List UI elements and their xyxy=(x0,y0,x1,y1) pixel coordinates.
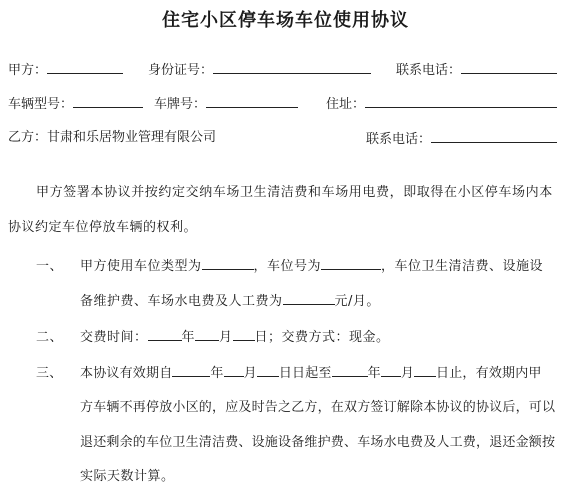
address-field[interactable] xyxy=(365,95,557,108)
party-b-phone-label: 联系电话： xyxy=(366,132,432,147)
vehicle-model-field[interactable] xyxy=(73,95,143,108)
party-b-name: 甘肃和乐居物业管理有限公司 xyxy=(47,130,217,145)
document-title: 住宅小区停车场车位使用协议 xyxy=(162,10,409,31)
parking-type-field[interactable] xyxy=(202,257,254,270)
address-label: 住址： xyxy=(326,97,366,112)
payment-day-field[interactable] xyxy=(233,328,255,341)
clause-3-line-4: 实际天数计算。 xyxy=(80,469,175,484)
intro-line-1: 甲方签署本协议并按约定交纳车场卫生清洁费和车场用电费，即取得在小区停车场内本 xyxy=(36,185,553,200)
start-year-field[interactable] xyxy=(172,364,210,377)
id-number-field[interactable] xyxy=(213,61,371,74)
clause-3-year-2: 年 xyxy=(367,366,381,381)
clause-3-line-3: 退还剩余的车位卫生清洁费、设施设备维护费、车场水电费及人工费，退还金额按 xyxy=(80,435,556,450)
party-a-phone-row xyxy=(396,61,557,79)
end-month-field[interactable] xyxy=(381,364,401,377)
clause-2-day: 日；交费方式：现金。 xyxy=(254,330,390,345)
party-a-phone-field[interactable] xyxy=(461,61,557,74)
party-a-row xyxy=(8,61,123,79)
clause-2-month: 月 xyxy=(219,330,233,345)
payment-month-field[interactable] xyxy=(195,328,219,341)
party-a-name-field[interactable] xyxy=(47,61,123,74)
payment-year-field[interactable] xyxy=(148,328,182,341)
clause-1-text-d: 备维护费、车场水电费及人工费为 xyxy=(80,294,283,309)
clause-1-text-c: ，车位卫生清洁费、设施设 xyxy=(381,259,544,274)
vehicle-model-row xyxy=(8,95,143,113)
plate-number-label: 车牌号： xyxy=(154,97,207,112)
space-number-field[interactable] xyxy=(321,257,381,270)
clause-1-text-e: 元/月。 xyxy=(334,294,380,309)
party-a-label: 甲方： xyxy=(8,63,48,78)
address-row xyxy=(326,95,557,113)
clause-3-text-c: 日止，有效期内甲 xyxy=(436,366,542,381)
plate-number-field[interactable] xyxy=(206,95,298,108)
clause-2-year: 年 xyxy=(181,330,196,345)
party-b-phone-field[interactable] xyxy=(431,130,557,143)
clause-3-text-a: 本协议有效期自 xyxy=(80,366,173,381)
end-day-field[interactable] xyxy=(414,364,436,377)
clause-3-number: 三、 xyxy=(36,366,63,381)
clause-2-line xyxy=(36,328,390,346)
clause-3-year-1: 年 xyxy=(210,366,224,381)
id-number-row xyxy=(148,61,371,79)
clause-2-number: 二、 xyxy=(36,330,64,345)
intro-line-2: 协议约定车位停放车辆的权利。 xyxy=(8,220,198,235)
clause-1-text-a: 甲方使用车位类型为 xyxy=(80,259,202,274)
clause-3-month-2: 月 xyxy=(400,366,415,381)
party-b-row xyxy=(8,130,216,146)
clause-1-line-2 xyxy=(80,292,380,310)
clause-1-line-1 xyxy=(36,257,543,275)
clause-3-month-1: 月 xyxy=(243,366,257,381)
party-a-phone-label: 联系电话： xyxy=(396,63,462,78)
end-year-field[interactable] xyxy=(332,364,368,377)
clause-1-number: 一、 xyxy=(36,259,64,274)
monthly-fee-field[interactable] xyxy=(283,292,335,305)
party-b-phone-row xyxy=(366,130,557,148)
start-day-field[interactable] xyxy=(257,364,279,377)
clause-3-line-1 xyxy=(36,364,542,382)
start-month-field[interactable] xyxy=(224,364,244,377)
clause-1-text-b: ，车位号为 xyxy=(253,259,322,274)
party-b-label: 乙方： xyxy=(8,130,48,145)
vehicle-model-label: 车辆型号： xyxy=(8,97,74,112)
clause-3-line-2: 方车辆不再停放小区的，应及时告之乙方，在双方签订解除本协议的协议后，可以 xyxy=(80,400,556,415)
id-number-label: 身份证号： xyxy=(148,63,214,78)
clause-3-text-b: 日日起至 xyxy=(278,366,332,381)
clause-2-text-a: 交费时间： xyxy=(80,330,148,345)
plate-number-row xyxy=(154,95,298,113)
